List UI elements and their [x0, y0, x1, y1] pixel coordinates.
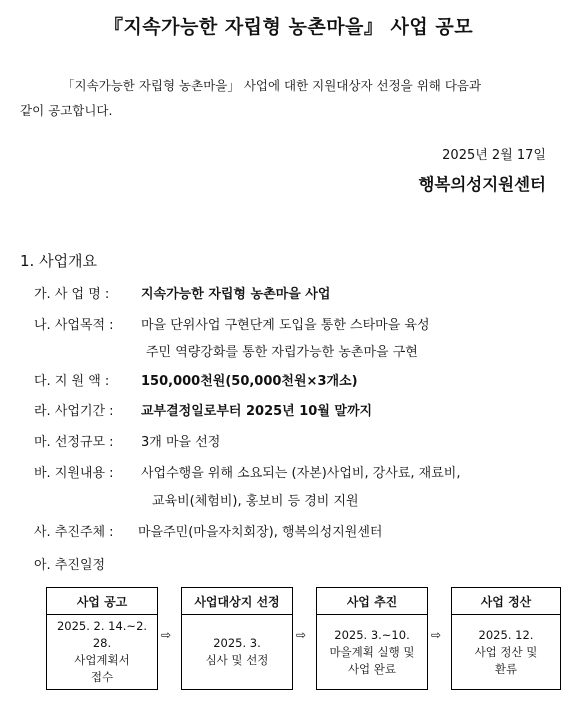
step-line: 환류	[494, 661, 518, 676]
step-line: 접수	[90, 670, 114, 684]
item-label: 바. 지원내용 :	[34, 466, 114, 481]
step-line: 사업 정산 및	[474, 644, 538, 659]
schedule-step-2	[181, 587, 293, 690]
arrow-icon: ⇨	[161, 628, 172, 642]
overview-item-schedule: 아. 추진일정	[34, 558, 106, 573]
step-line: 심사 및 선정	[205, 653, 269, 667]
item-value: 사업수행을 위해 소요되는 (자본)사업비, 강사료, 재료비,	[141, 466, 461, 481]
step-title: 사업 정산	[452, 588, 560, 615]
overview-item-amount	[34, 370, 358, 389]
item-value: 마을주민(마을자치회장), 행복의성지원센터	[138, 525, 383, 540]
schedule-step-1	[46, 587, 158, 690]
item-label: 라. 사업기간 :	[34, 404, 114, 419]
item-value: 3개 마을 선정	[141, 435, 221, 450]
item-label: 사. 추진주체 :	[34, 525, 114, 540]
step-line: 2025. 3.~10.	[334, 627, 410, 642]
intro-line-2: 같이 공고합니다.	[20, 103, 113, 118]
overview-item-support	[34, 462, 460, 481]
step-title: 사업 공고	[47, 588, 157, 615]
arrow-icon: ⇨	[431, 628, 442, 642]
step-line: 2025. 3.	[213, 636, 261, 650]
page-title: 『지속가능한 자립형 농촌마을』 사업 공모	[103, 16, 474, 38]
step-body	[317, 615, 427, 689]
item-value: 150,000천원(50,000천원×3개소)	[141, 374, 358, 389]
item-value: 지속가능한 자립형 농촌마을 사업	[141, 287, 331, 302]
step-body	[182, 615, 292, 689]
step-title: 사업대상지 선정	[182, 588, 292, 615]
arrow-icon: ⇨	[296, 628, 307, 642]
step-line: 마을계획 실행 및	[329, 644, 415, 659]
overview-item-support-2: 교육비(체험비), 홍보비 등 경비 지원	[152, 494, 359, 509]
item-label: 나. 사업목적 :	[34, 318, 114, 333]
overview-item-purpose	[34, 314, 430, 333]
step-line: 2025. 2. 14.~2. 28.	[56, 619, 148, 650]
intro-line-1: 「지속가능한 자립형 농촌마을」 사업에 대한 지원대상자 선정을 위해 다음과	[62, 78, 482, 93]
item-value: 마을 단위사업 구현단계 도입을 통한 스타마을 육성	[141, 318, 430, 333]
overview-item-name	[34, 283, 330, 302]
item-label: 가. 사 업 명 :	[34, 287, 110, 302]
schedule-step-4	[451, 587, 561, 690]
step-title: 사업 추진	[317, 588, 427, 615]
step-body	[452, 615, 560, 689]
overview-item-purpose-2: 주민 역량강화를 통한 자립가능한 농촌마을 구현	[146, 345, 418, 360]
section-heading: 1. 사업개요	[20, 252, 98, 270]
overview-item-scale	[34, 431, 220, 450]
announcement-date: 2025년 2월 17일	[442, 148, 546, 163]
organization-name: 행복의성지원센터	[418, 175, 546, 194]
item-label: 마. 선정규모 :	[34, 435, 114, 450]
overview-item-organizer	[34, 521, 382, 540]
step-line: 사업 완료	[347, 661, 397, 676]
step-line: 2025. 12.	[478, 627, 534, 642]
item-value: 교부결정일로부터 2025년 10월 말까지	[141, 404, 373, 419]
schedule-step-3	[316, 587, 428, 690]
step-body	[47, 615, 157, 689]
overview-item-period	[34, 400, 372, 419]
step-line: 사업계획서	[74, 653, 130, 667]
item-label: 다. 지 원 액 :	[34, 374, 110, 389]
